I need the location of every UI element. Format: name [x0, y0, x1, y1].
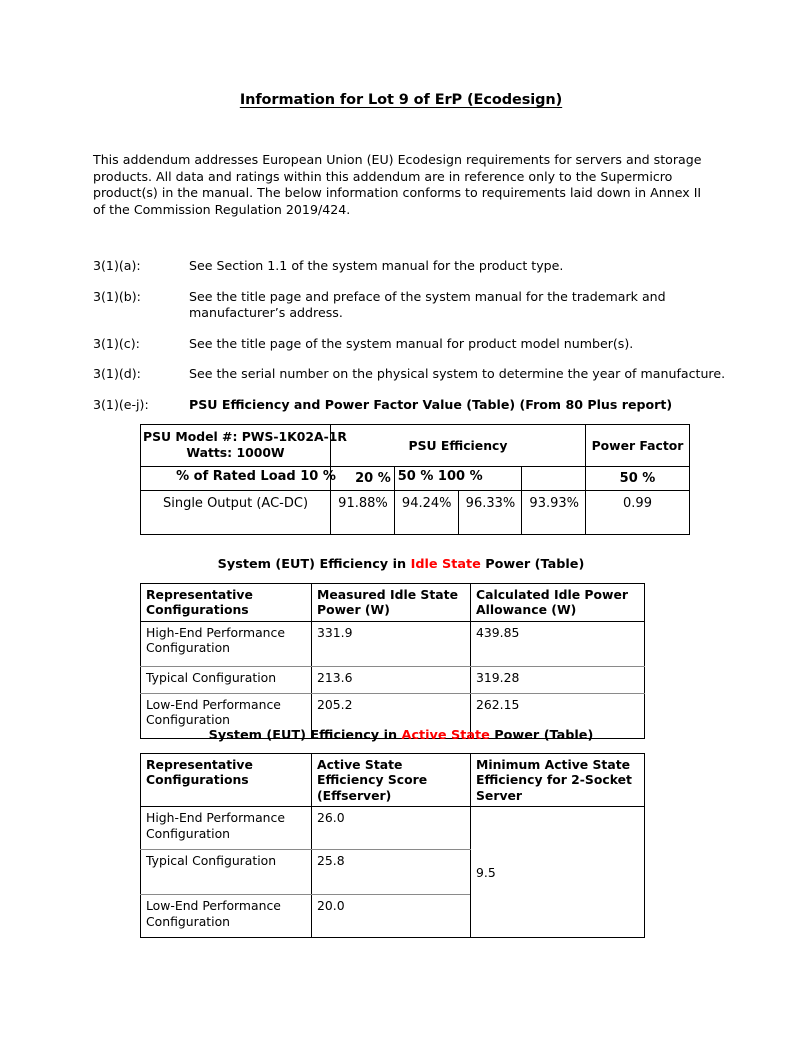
table-row: [141, 467, 690, 491]
psu-eff-10: 91.88%: [331, 491, 395, 535]
clause-text: See the title page and preface of the system manual for the trademark and manufacturer’s address.: [189, 288, 666, 321]
clause-item: [93, 397, 733, 414]
active-config-label: Typical Configuration: [141, 850, 312, 895]
clause-text: PSU Efficiency and Power Factor Value (Table) (From 80 Plus report): [189, 396, 673, 412]
idle-header-measured: Measured Idle State Power (W): [312, 584, 471, 622]
active-header-config: Representative Configurations: [141, 754, 312, 807]
active-config-label: High-End Performance Configuration: [141, 807, 312, 850]
table-row: [141, 491, 690, 535]
idle-state-caption: [0, 557, 802, 572]
load-50-100-cell: [394, 467, 522, 491]
idle-measured-value: 213.6: [312, 666, 471, 693]
psu-model-line1: PSU Model #: PWS-1K02A-1R: [143, 429, 347, 444]
psu-power-factor-value: 0.99: [586, 491, 690, 535]
psu-power-factor-header: Power Factor: [586, 425, 690, 467]
table-header-row: [141, 584, 645, 622]
idle-caption-post: Power (Table): [480, 557, 585, 572]
clause-key: 3(1)(d):: [93, 366, 141, 382]
clause-key: 3(1)(a):: [93, 258, 141, 273]
idle-allowance-value: 319.28: [471, 666, 645, 693]
active-caption-pre: System (EUT) Efficiency in: [208, 728, 402, 743]
clause-text: See the title page of the system manual for product model number(s).: [189, 335, 634, 351]
idle-config-label: Low-End Performance Configuration: [141, 693, 312, 738]
clause-item: [93, 336, 733, 353]
idle-header-config: Representative Configurations: [141, 584, 312, 622]
clause-key: 3(1)(e-j):: [93, 396, 149, 412]
active-score-value: 25.8: [312, 850, 471, 895]
load-20-cell: 20 %: [331, 467, 395, 491]
rated-load-label: % of Rated Load 10 %: [176, 469, 336, 484]
psu-table-container: [140, 424, 690, 535]
idle-header-allowance: Calculated Idle Power Allowance (W): [471, 584, 645, 622]
active-minimum-value: 9.5: [471, 807, 645, 938]
active-caption-highlight: Active State: [401, 728, 490, 743]
idle-allowance-value: 439.85: [471, 621, 645, 666]
clause-text: See Section 1.1 of the system manual for the product type.: [189, 258, 564, 273]
idle-state-table: [140, 583, 645, 739]
psu-model-line2: Watts: 1000W: [186, 444, 285, 460]
active-table-container: [140, 753, 645, 938]
clause-key: 3(1)(c):: [93, 335, 140, 351]
load-pf-cell: [522, 467, 586, 491]
clause-item: [93, 289, 733, 322]
table-header-row: [141, 754, 645, 807]
psu-eff-20: 94.24%: [394, 491, 458, 535]
table-row: [141, 807, 645, 850]
idle-measured-value: 205.2: [312, 693, 471, 738]
idle-measured-value: 331.9: [312, 621, 471, 666]
active-config-label: Low-End Performance Configuration: [141, 895, 312, 938]
psu-row-label: Single Output (AC-DC): [141, 491, 331, 535]
psu-eff-100: 93.93%: [522, 491, 586, 535]
psu-efficiency-header: PSU Efficiency: [331, 425, 586, 467]
page-title-text: Information for Lot 9 of ErP (Ecodesign): [239, 92, 563, 108]
idle-allowance-value: 262.15: [476, 696, 520, 712]
idle-config-label: Typical Configuration: [141, 666, 312, 693]
idle-config-label: High-End Performance Configuration: [141, 621, 312, 666]
psu-model-cell: [141, 425, 347, 467]
active-caption-post: Power (Table): [489, 728, 594, 743]
clause-list: [93, 258, 733, 414]
active-header-minimum: Minimum Active State Efficiency for 2-Socket Server: [471, 754, 645, 807]
table-row: [141, 666, 645, 693]
idle-table-container: [140, 583, 645, 739]
power-factor-load-cell: 50 %: [586, 467, 690, 491]
active-score-value: 26.0: [312, 807, 471, 850]
table-row: [141, 425, 690, 467]
page-title: [0, 92, 802, 108]
table-row: [141, 621, 645, 666]
clause-item: [93, 258, 733, 275]
clause-text: See the serial number on the physical system to determine the year of manufacture.: [189, 366, 726, 382]
psu-eff-50: 96.33%: [458, 491, 522, 535]
load-50-100-label: 50 % 100 %: [397, 469, 483, 484]
active-score-value: 20.0: [317, 898, 345, 914]
active-state-caption: [0, 728, 802, 743]
idle-caption-pre: System (EUT) Efficiency in: [217, 557, 411, 572]
active-state-table: [140, 753, 645, 938]
intro-paragraph: This addendum addresses European Union (EU) Ecodesign requirements for servers and storage products. All data and ratings within this addendum are in reference only to the Supermicro product(s) in the manual. The below information conforms to requirements laid down in Annex II of the Commission Regulation 2019/424.: [93, 152, 702, 217]
clause-item: [93, 366, 733, 383]
idle-caption-highlight: Idle State: [410, 557, 481, 572]
rated-load-label-cell: [141, 467, 336, 491]
active-header-score: Active State Efficiency Score (Effserver): [312, 754, 471, 807]
psu-efficiency-table: [140, 424, 690, 535]
clause-key: 3(1)(b):: [93, 288, 141, 304]
